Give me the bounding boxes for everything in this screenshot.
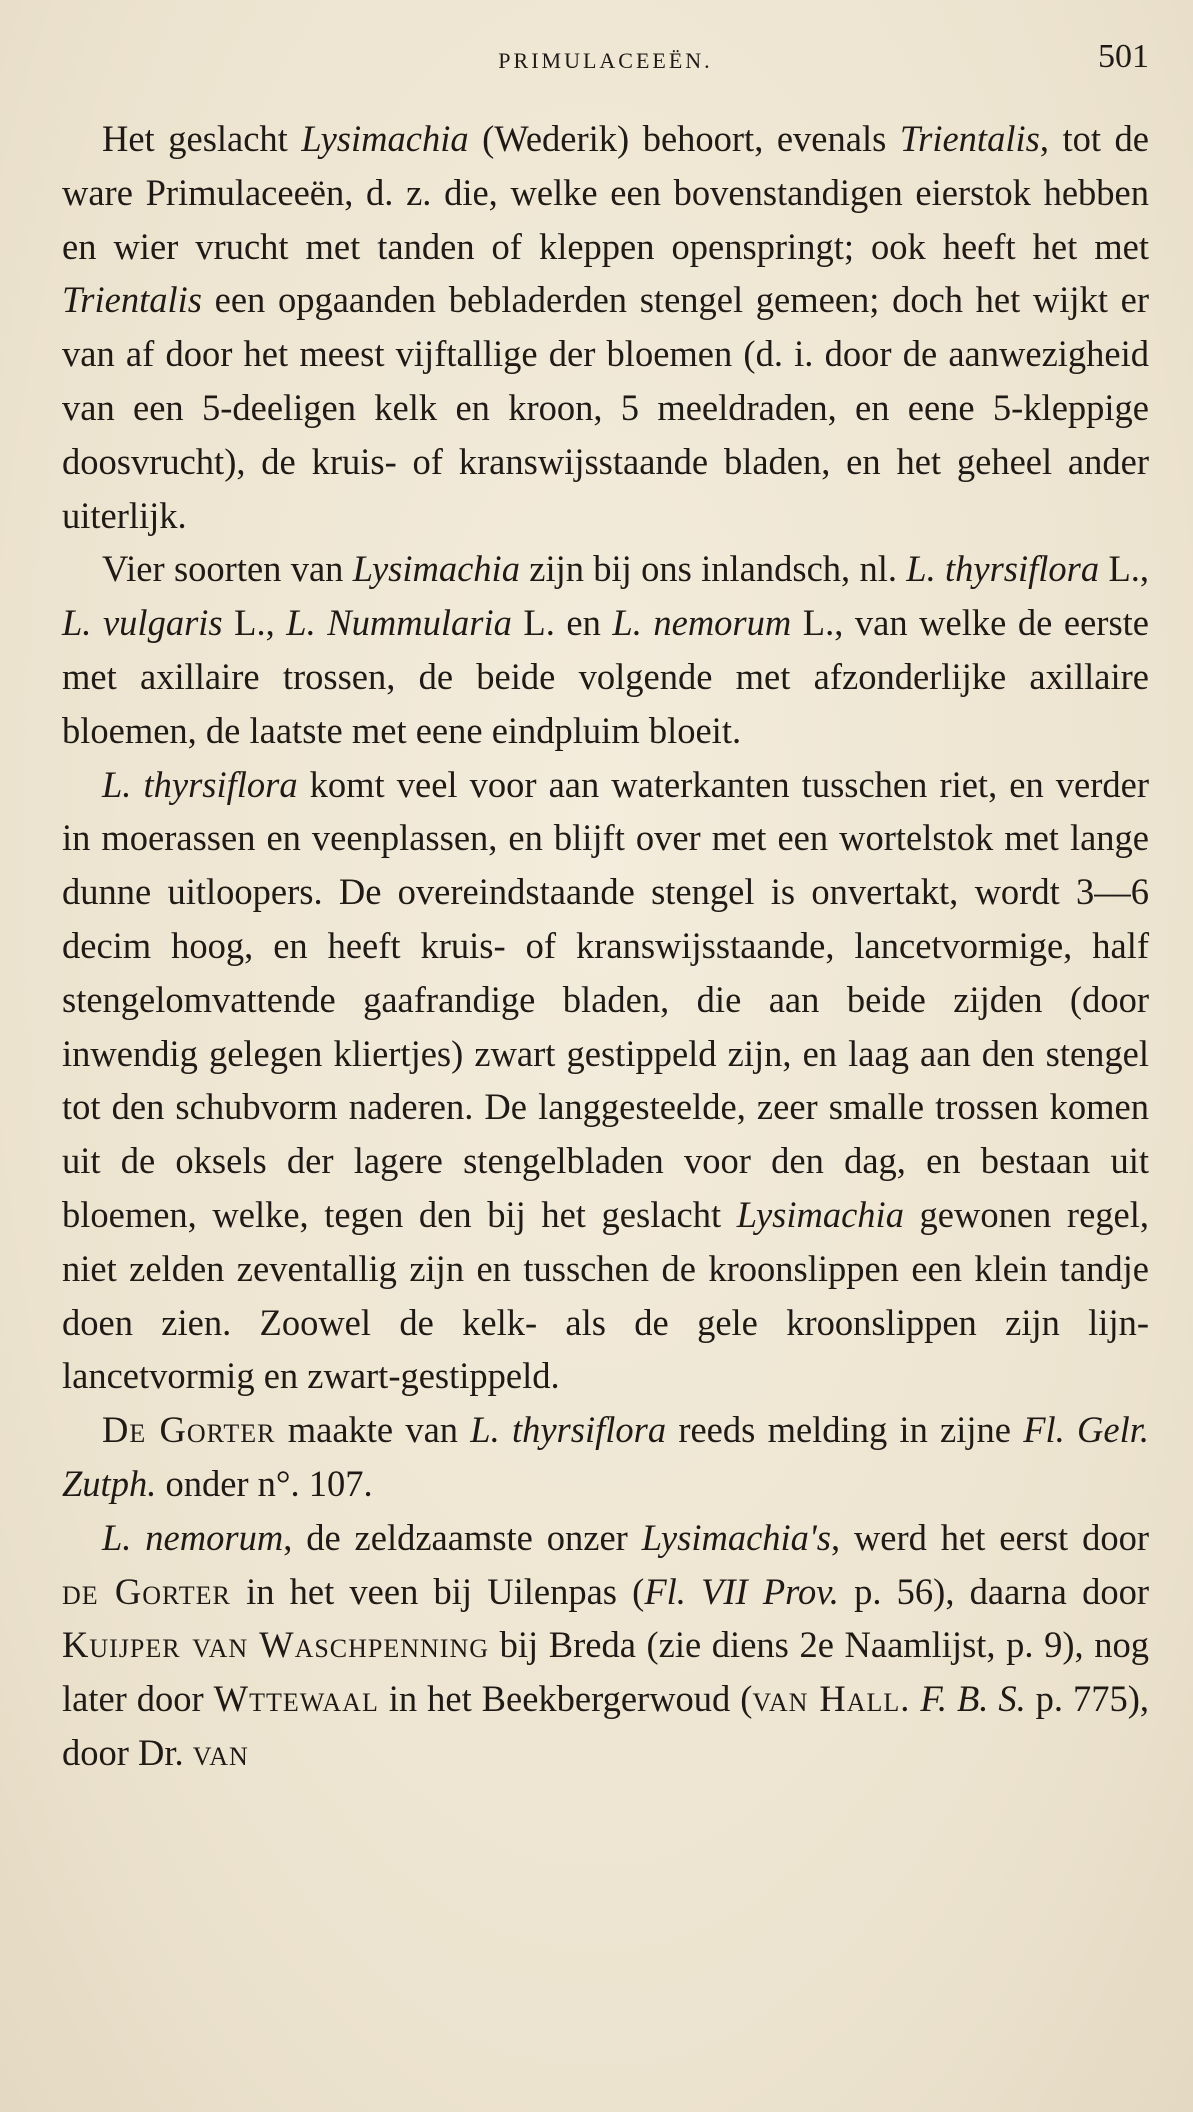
italic-term: F. B. S. <box>920 1678 1026 1720</box>
italic-term: Trientalis <box>899 118 1040 159</box>
author-name: Kuijper van Waschpenning <box>62 1624 490 1666</box>
italic-term: L. thyrsiflora <box>906 548 1100 590</box>
text-run: een opgaanden bebladerden stengel gemeen; doch het wijkt er van af door het meest vijftallige der bloemen (d. i. door de aanwezigheid van een 5-deeligen kelk en kroon, 5 meeldraden, en eene 5-kleppige doosvrucht), de kruis- of kranswijsstaande bladen, en het geheel ander uiterlijk. <box>62 279 1149 536</box>
text-run: L., <box>222 602 287 644</box>
text-run <box>910 1678 920 1719</box>
author-name: De Gorter <box>102 1409 276 1451</box>
text-run: bij Breda (zie diens 2e Naamlijst, p. 9), nog later door <box>62 1624 1149 1720</box>
text-run: L. en <box>511 602 613 644</box>
italic-term: Lysimachia <box>352 548 520 590</box>
text-run: , de zeldzaamste onzer <box>283 1516 642 1558</box>
italic-term: L. thyrsiflora <box>102 763 298 805</box>
italic-term: L. nemorum <box>612 602 792 644</box>
author-name: Wttewaal <box>213 1678 379 1720</box>
text-run: , tot de ware Primulaceeën, d. z. die, welke een bovenstandigen eierstok hebben en wier vrucht met tanden of kleppen openspringt; ook heeft het met <box>62 118 1149 267</box>
italic-term: L. vulgaris <box>62 602 223 644</box>
italic-term: Lysimachia's <box>641 1516 831 1558</box>
paragraph <box>62 1511 1149 1780</box>
text-run: in het Beekbergerwoud ( <box>378 1678 753 1720</box>
text-run: maakte van <box>275 1409 471 1451</box>
italic-term: L. thyrsiflora <box>470 1409 667 1451</box>
italic-term: Fl. VII Prov. <box>644 1570 839 1612</box>
paragraph <box>62 758 1149 1404</box>
author-name: de Gorter <box>62 1570 231 1612</box>
text-run: p. 775), door Dr. <box>62 1678 1150 1773</box>
text-run: Vier soorten van <box>102 548 353 590</box>
page-number: 501 <box>1098 38 1149 75</box>
text-run: L., <box>1099 548 1149 590</box>
text-run: , werd het eerst door <box>830 1516 1149 1558</box>
text-run: in het veen bij Uilenpas ( <box>230 1570 645 1612</box>
author-name: van <box>192 1731 249 1773</box>
italic-term: Lysimachia <box>736 1193 904 1235</box>
text-run: (Wederik) behoort, evenals <box>468 118 900 159</box>
text-run: komt veel voor aan waterkanten tusschen riet, en verder in moerassen en veenplassen, en blijft over met een wortelstok met lange dunne uitloopers. De overeindstaande stengel is onvertakt, wordt 3—6 decim hoog, en heeft kruis- of kranswijsstaande, lancetvormige, half stengelomvattende gaafrandige bladen, die aan beide zijden (door inwendig gelegen kliertjes) zwart gestippeld zijn, en laag aan den stengel tot den schubvorm naderen. De langgesteelde, zeer smalle trossen komen uit de oksels der lagere stengelbladen voor den dag, en bestaan uit bloemen, welke, tegen den bij het geslacht <box>62 763 1149 1235</box>
italic-term: Trientalis <box>62 279 202 321</box>
text-run: zijn bij ons inlandsch, nl. <box>519 548 907 590</box>
paragraph <box>62 112 1149 542</box>
text-run: reeds melding in zijne <box>666 1409 1024 1451</box>
text-run: gewonen regel, niet zelden zeventallig zijn en tusschen de kroonslippen een klein tandje doen zien. Zoowel de kelk- als de gele kroonslippen zijn lijn-lancetvormig en zwart-gestippeld. <box>62 1193 1149 1397</box>
italic-term: Fl. Gelr. Zutph. <box>62 1409 1149 1504</box>
paragraph <box>62 1403 1149 1511</box>
text-run: onder n°. 107. <box>156 1462 373 1504</box>
italic-term: L. Nummularia <box>286 602 512 644</box>
body-text <box>62 112 1149 1780</box>
text-run: p. 56), daarna door <box>838 1570 1149 1612</box>
running-title: PRIMULACEEËN. <box>498 48 713 73</box>
italic-term: L. nemorum <box>102 1516 284 1558</box>
italic-term: Lysimachia <box>301 118 469 159</box>
paragraph <box>62 542 1149 757</box>
page-header <box>62 38 1149 88</box>
author-name: van Hall. <box>752 1678 911 1720</box>
text-run: Het geslacht <box>102 118 302 159</box>
text-run: L., van welke de eerste met axillaire trossen, de beide volgende met afzonderlijke axillaire bloemen, de laatste met eene eindpluim bloeit. <box>62 602 1149 751</box>
